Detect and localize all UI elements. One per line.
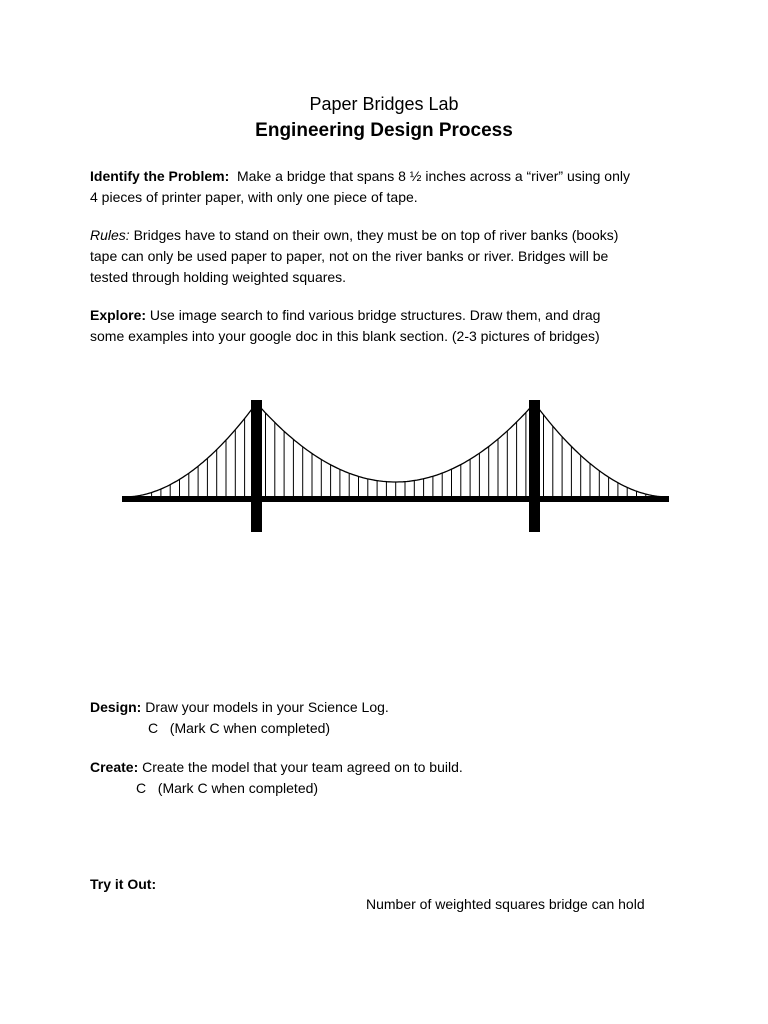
design-label: Design:: [90, 699, 142, 715]
document-title: Paper Bridges Lab: [309, 94, 459, 114]
explore-line-1: Use image search to find various bridge structures. Draw them, and drag: [146, 307, 601, 323]
explore-label: Explore:: [90, 307, 147, 323]
bridge-tower-right: [529, 400, 540, 532]
create-section: [90, 757, 690, 778]
design-check: C (Mark C when completed): [148, 720, 331, 736]
design-section: [90, 697, 690, 718]
rules-line-2: tape can only be used paper to paper, not on the river banks or river. Bridges will be: [90, 248, 609, 264]
bridge-tower-left: [251, 400, 262, 532]
identify-line-2: 4 pieces of printer paper, with only one piece of tape.: [90, 189, 418, 205]
create-label: Create:: [90, 759, 139, 775]
create-check: C (Mark C when completed): [136, 780, 319, 796]
rules-label: Rules:: [90, 227, 130, 243]
rules-line-1: Bridges have to stand on their own, they must be on top of river banks (books): [129, 227, 619, 243]
explore-line-2: some examples into your google doc in this blank section. (2-3 pictures of bridges): [90, 328, 600, 344]
rules-line-3: tested through holding weighted squares.: [90, 269, 347, 285]
design-text: Draw your models in your Science Log.: [141, 699, 389, 715]
bridge-deck: [122, 496, 669, 502]
bridge-hangers: [152, 413, 646, 498]
try-it-out-section: [90, 874, 690, 895]
identify-line-1: Make a bridge that spans 8 ½ inches across a “river” using only: [237, 168, 630, 184]
document-subtitle: Engineering Design Process: [255, 120, 513, 141]
create-text: Create the model that your team agreed on to build.: [138, 759, 463, 775]
identify-label: Identify the Problem:: [90, 168, 230, 184]
try-it-out-label: Try it Out:: [90, 876, 157, 892]
weighted-squares-caption: Number of weighted squares bridge can hold: [366, 896, 645, 912]
